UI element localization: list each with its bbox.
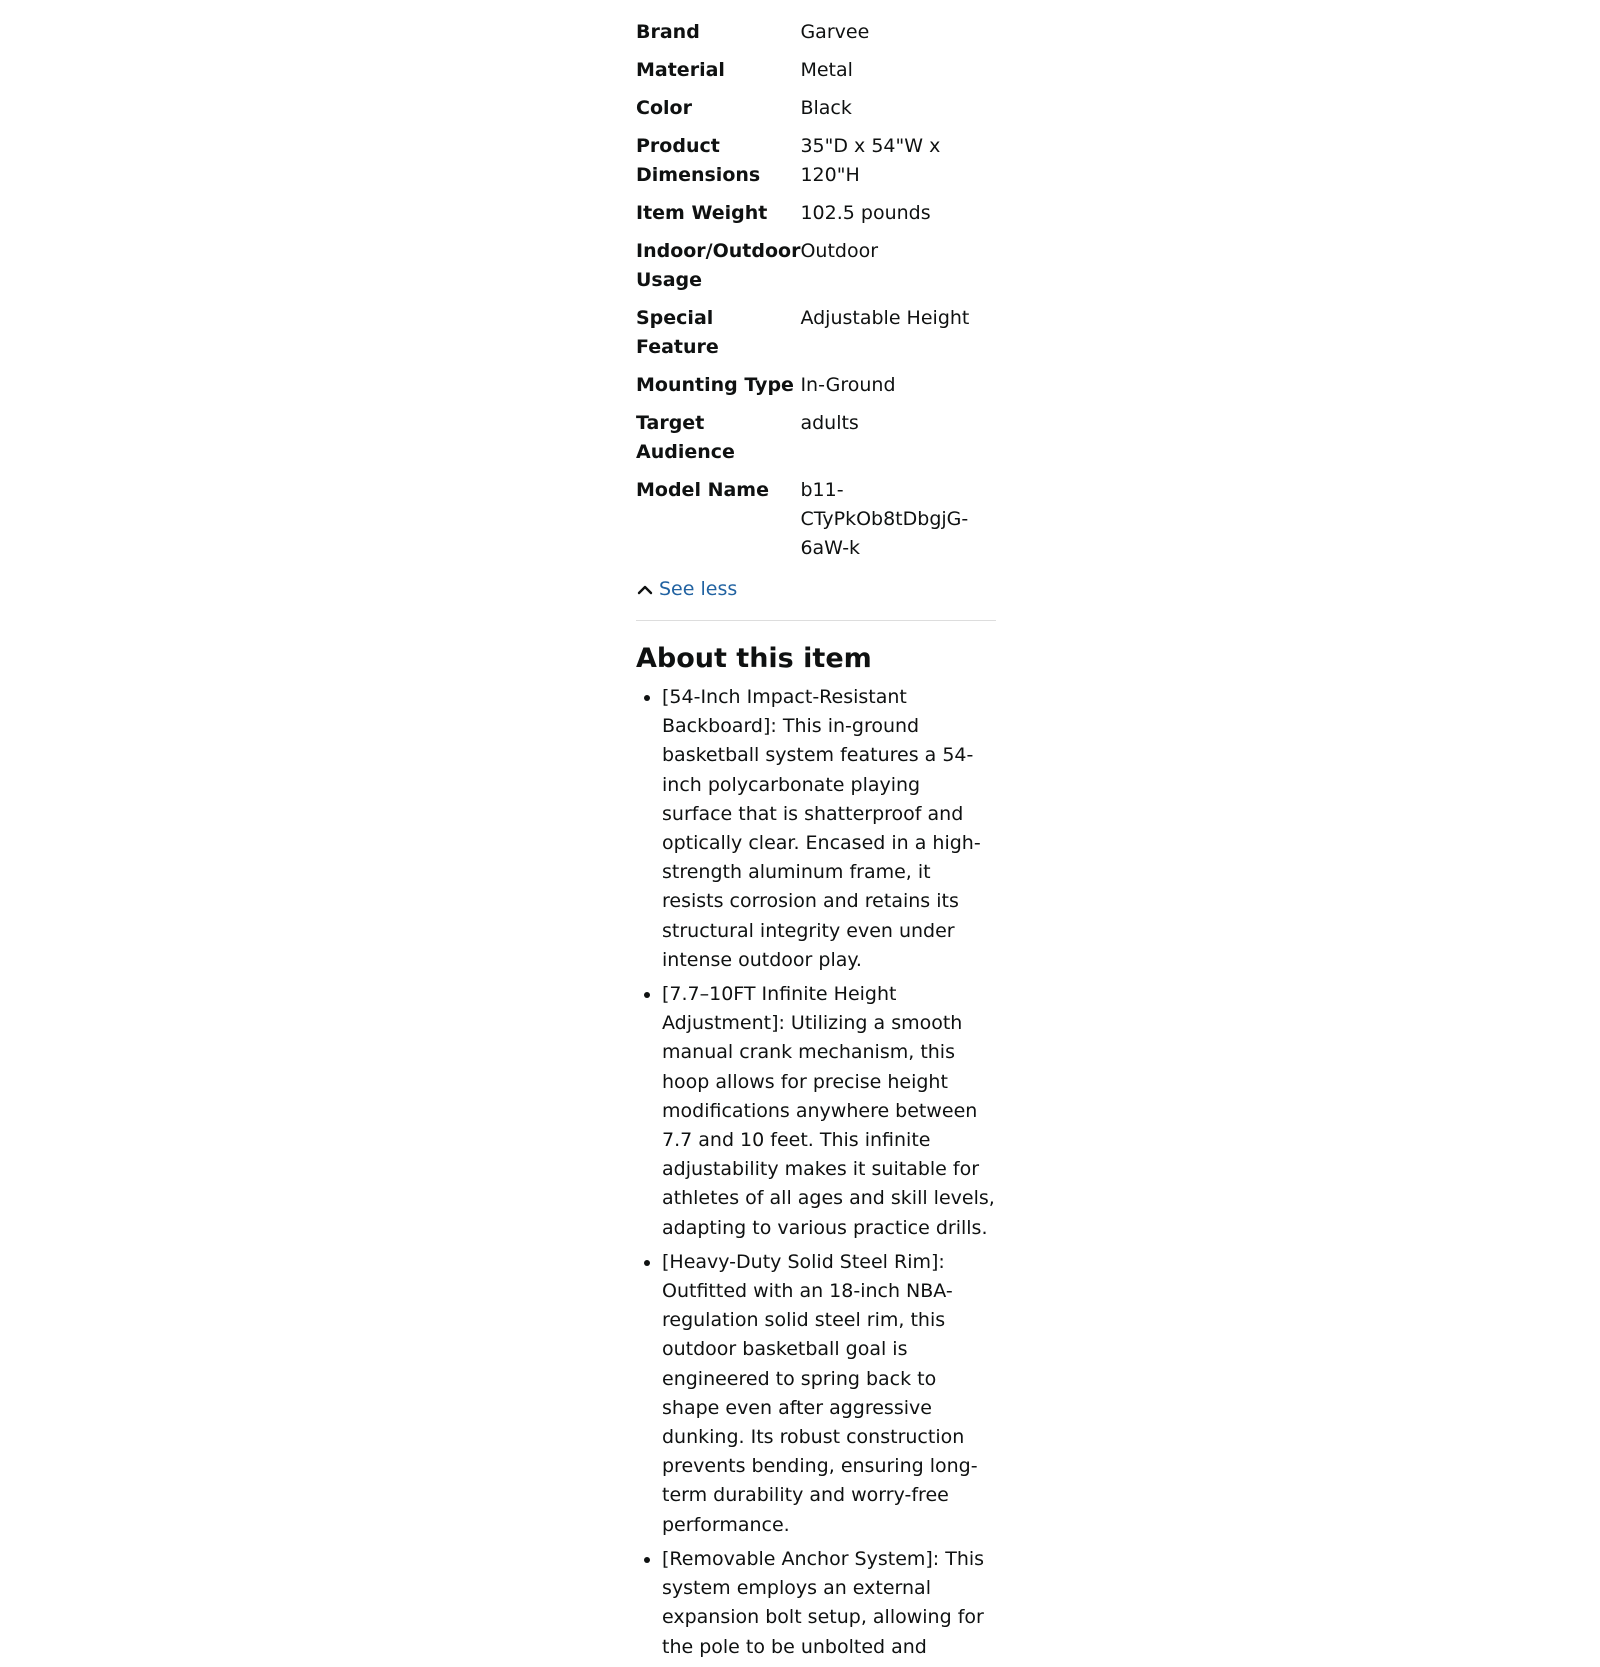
spec-value: Black <box>800 97 852 119</box>
about-bullets-list <box>636 683 996 1662</box>
see-less-label: See less <box>659 578 738 600</box>
spec-row-material <box>636 56 996 94</box>
about-this-item-heading: About this item <box>636 643 872 674</box>
list-item: • [54-Inch Impact-Resistant Backboard]: This in-ground basketball system features a 54-inch polycarbonate playing surface that is shatterproof and optically clear. Encased in a high-strength aluminum frame, it resists corrosion and retains its structural integrity even under intense outdoor play. <box>662 683 996 975</box>
section-divider <box>636 620 996 621</box>
spec-row-indoor-outdoor-usage <box>636 237 996 304</box>
spec-label: Mounting Type <box>636 374 794 396</box>
spec-label: Model Name <box>636 479 769 501</box>
spec-value: Adjustable Height <box>800 307 970 329</box>
spec-label: Brand <box>636 21 700 43</box>
spec-value: In-Ground <box>800 374 896 396</box>
spec-row-special-feature <box>636 304 996 371</box>
product-details-column <box>636 18 996 1667</box>
spec-row-mounting-type <box>636 371 996 409</box>
spec-value: Outdoor <box>800 240 879 262</box>
spec-value: 35"D x 54"W x 120"H <box>800 135 941 186</box>
spec-label: Target Audience <box>636 412 735 463</box>
spec-value: 102.5 pounds <box>800 202 931 224</box>
spec-label: Material <box>636 59 725 81</box>
spec-row-model-name <box>636 476 996 572</box>
list-item: • [7.7–10FT Infinite Height Adjustment]: Utilizing a smooth manual crank mechanism, this hoop allows for precise height modifications anywhere between 7.7 and 10 feet. This infinite adjustability makes it suitable for athletes of all ages and skill levels, adapting to various practice drills. <box>662 980 996 1243</box>
spec-label: Indoor/Outdoor Usage <box>636 240 801 291</box>
spec-label: Product Dimensions <box>636 135 761 186</box>
spec-value: adults <box>800 412 859 434</box>
product-specs-table <box>636 18 996 572</box>
spec-row-product-dimensions <box>636 132 996 199</box>
see-less-link[interactable] <box>636 575 737 604</box>
spec-value: Metal <box>800 59 853 81</box>
spec-value: b11-CTyPkOb8tDbgjG-6aW-k <box>800 479 969 559</box>
spec-row-color <box>636 94 996 132</box>
spec-value: Garvee <box>800 21 870 43</box>
spec-row-target-audience <box>636 409 996 476</box>
list-item: • [Heavy-Duty Solid Steel Rim]: Outfitted with an 18-inch NBA-regulation solid steel rim, this outdoor basketball goal is engineered to spring back to shape even after aggressive dunking. Its robust construction prevents bending, ensuring long-term durability and worry-free performance. <box>662 1248 996 1540</box>
spec-row-brand <box>636 18 996 56</box>
chevron-up-icon <box>636 581 654 599</box>
list-item: • [Removable Anchor System]: This system employs an external expansion bolt setup, allowing for the pole to be unbolted and <box>662 1545 996 1662</box>
spec-label: Color <box>636 97 692 119</box>
spec-label: Special Feature <box>636 307 719 358</box>
spec-label: Item Weight <box>636 202 768 224</box>
spec-row-item-weight <box>636 199 996 237</box>
